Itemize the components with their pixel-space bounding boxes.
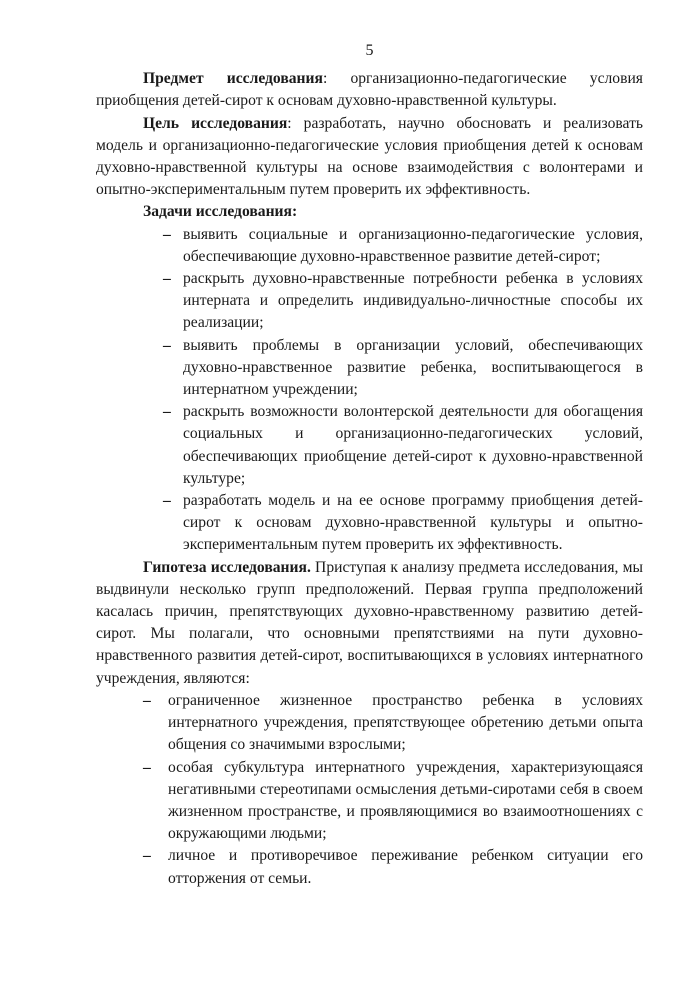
- dash-bullet-icon: –: [163, 336, 171, 354]
- dash-bullet-icon: –: [163, 270, 171, 288]
- list-item-text: раскрыть возможности волонтерской деятельности для обогащения социальных и организационно-педагогических условий, обеспечивающих приобщение детей-сирот к духовно-нравственной культуре;: [183, 403, 643, 487]
- subject-label: Предмет исследования: [143, 70, 323, 88]
- obstacles-list: [96, 690, 643, 890]
- document-page: [96, 40, 643, 890]
- dash-bullet-icon: –: [163, 225, 171, 243]
- list-item-text: разработать модель и на ее основе программу приобщения детей-сирот к основам духовно-нравственной культуры и опытно-экспериментальным путем проверить их эффективность.: [183, 492, 643, 554]
- list-item: [96, 845, 643, 889]
- list-item-text: ограниченное жизненное пространство ребенка в условиях интернатного учреждения, препятствующее обретению детьми опыта общения со значимыми взрослыми;: [168, 691, 643, 754]
- dash-bullet-icon: –: [143, 758, 151, 776]
- list-item-text: личное и противоречивое переживание ребенком ситуации его отторжения от семьи.: [168, 847, 643, 887]
- goal-text: : разработать, научно обосновать и реализовать модель и организационно-педагогические условия приобщения детей к основам духовно-нравственной культуры на основе взаимодействия с волонтерами и опытно-экспериментальным путем проверить их эффективность.: [96, 114, 643, 199]
- list-item: [96, 335, 643, 402]
- page-number: 5: [365, 42, 374, 59]
- list-item-text: выявить проблемы в организации условий, обеспечивающих духовно-нравственное развитие ребенка, воспитывающегося в интернатном учреждении;: [183, 336, 643, 399]
- dash-bullet-icon: –: [163, 492, 171, 510]
- list-item: [96, 268, 643, 335]
- list-item-text: выявить социальные и организационно-педагогические условия, обеспечивающие духовно-нравственное развитие детей-сирот;: [183, 225, 643, 265]
- hypothesis-text: Приступая к анализу предмета исследования, мы выдвинули несколько групп предположений. Первая группа предположений касалась причин, препятствующих духовно-нравственному развитию детей-сирот. Мы полагали, что основными препятствиями на пути духовно-нравственного развития детей-сирот, воспитывающихся в условиях интернатного учреждения, являются:: [96, 558, 644, 687]
- subject-paragraph: [96, 68, 643, 112]
- goal-paragraph: [96, 113, 643, 202]
- dash-bullet-icon: –: [143, 847, 151, 865]
- tasks-list: [96, 224, 643, 557]
- hypothesis-label: Гипотеза исследования.: [143, 558, 311, 576]
- list-item-text: раскрыть духовно-нравственные потребности ребенка в условиях интерната и определить индивидуально-личностные способы их реализации;: [183, 270, 643, 332]
- hypothesis-paragraph: [96, 557, 643, 690]
- goal-label: Цель исследования: [143, 114, 288, 132]
- list-item: [96, 401, 643, 490]
- tasks-heading: Задачи исследования:: [143, 203, 298, 221]
- list-item: [96, 757, 643, 846]
- list-item: [96, 490, 643, 557]
- dash-bullet-icon: –: [163, 403, 171, 421]
- subject-text: : организационно-педагогические условия приобщения детей-сирот к основам духовно-нравственной культуры.: [96, 70, 643, 110]
- list-item: [96, 690, 643, 757]
- dash-bullet-icon: –: [143, 691, 151, 709]
- list-item: [96, 224, 643, 268]
- list-item-text: особая субкультура интернатного учреждения, характеризующаяся негативными стереотипами осмысления детьми-сиротами себя в своем жизненном пространстве, и проявляющимися во взаимоотношениях с окружающими людьми;: [168, 758, 643, 843]
